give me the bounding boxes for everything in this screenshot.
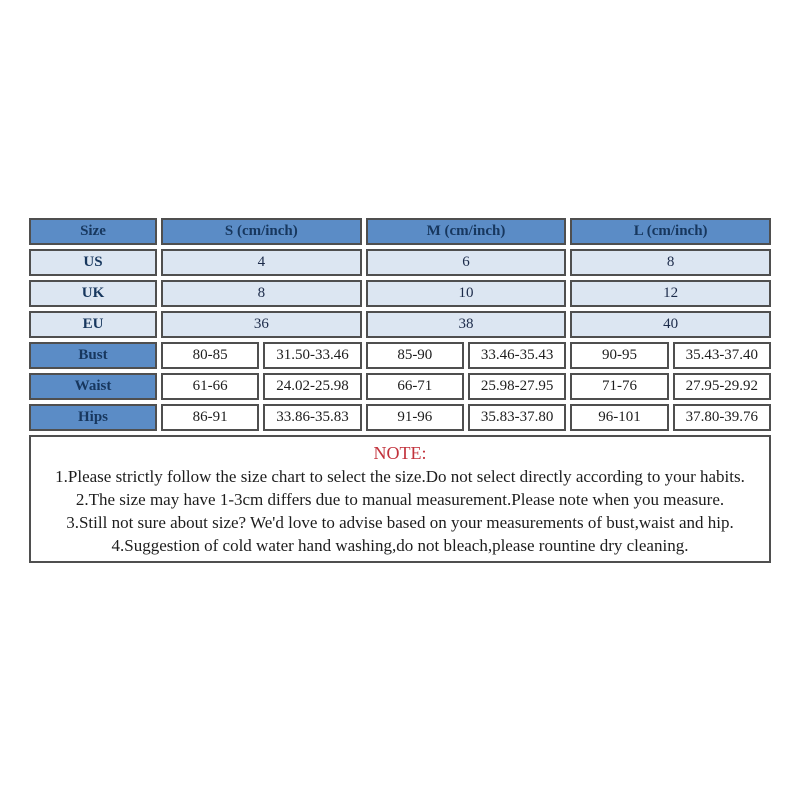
row-label-us: US <box>29 249 157 276</box>
uk-size-m: 10 <box>366 280 567 307</box>
table-row-hips <box>29 404 771 431</box>
eu-size-l: 40 <box>570 311 771 338</box>
row-label-eu: EU <box>29 311 157 338</box>
row-label-hips: Hips <box>29 404 157 431</box>
column-header-m: M (cm/inch) <box>366 218 567 245</box>
bust-m-inch: 33.46-35.43 <box>468 342 566 369</box>
table-row-waist <box>29 373 771 400</box>
column-header-l: L (cm/inch) <box>570 218 771 245</box>
hips-l-cm: 96-101 <box>570 404 668 431</box>
note-box <box>29 435 771 563</box>
header-row <box>29 218 771 245</box>
note-line-4: 4.Suggestion of cold water hand washing,do not bleach,please rountine dry cleaning. <box>111 536 689 555</box>
us-size-l: 8 <box>570 249 771 276</box>
row-label-bust: Bust <box>29 342 157 369</box>
note-line-1: 1.Please strictly follow the size chart to select the size.Do not select directly according to your habits. <box>55 467 745 486</box>
uk-size-l: 12 <box>570 280 771 307</box>
eu-size-m: 38 <box>366 311 567 338</box>
waist-l-inch: 27.95-29.92 <box>673 373 771 400</box>
waist-s-inch: 24.02-25.98 <box>263 373 361 400</box>
table-row-eu <box>29 311 771 338</box>
size-chart-block <box>25 214 775 567</box>
hips-l-inch: 37.80-39.76 <box>673 404 771 431</box>
us-size-s: 4 <box>161 249 362 276</box>
row-label-uk: UK <box>29 280 157 307</box>
note-line-2: 2.The size may have 1-3cm differs due to manual measurement.Please note when you measure. <box>75 490 725 509</box>
bust-l-inch: 35.43-37.40 <box>673 342 771 369</box>
waist-m-cm: 66-71 <box>366 373 464 400</box>
bust-s-inch: 31.50-33.46 <box>263 342 361 369</box>
table-row-us <box>29 249 771 276</box>
bust-l-cm: 90-95 <box>570 342 668 369</box>
size-chart-table <box>25 214 775 567</box>
waist-m-inch: 25.98-27.95 <box>468 373 566 400</box>
waist-l-cm: 71-76 <box>570 373 668 400</box>
hips-s-inch: 33.86-35.83 <box>263 404 361 431</box>
note-row <box>29 435 771 563</box>
hips-m-inch: 35.83-37.80 <box>468 404 566 431</box>
us-size-m: 6 <box>366 249 567 276</box>
eu-size-s: 36 <box>161 311 362 338</box>
note-line-3: 3.Still not sure about size? We'd love to advise based on your measurements of bust,waist and hip. <box>66 513 734 532</box>
bust-m-cm: 85-90 <box>366 342 464 369</box>
hips-m-cm: 91-96 <box>366 404 464 431</box>
size-header-cell: Size <box>29 218 157 245</box>
uk-size-s: 8 <box>161 280 362 307</box>
column-header-s: S (cm/inch) <box>161 218 362 245</box>
table-row-bust <box>29 342 771 369</box>
row-label-waist: Waist <box>29 373 157 400</box>
bust-s-cm: 80-85 <box>161 342 259 369</box>
table-row-uk <box>29 280 771 307</box>
note-title: NOTE: <box>373 443 427 463</box>
waist-s-cm: 61-66 <box>161 373 259 400</box>
hips-s-cm: 86-91 <box>161 404 259 431</box>
